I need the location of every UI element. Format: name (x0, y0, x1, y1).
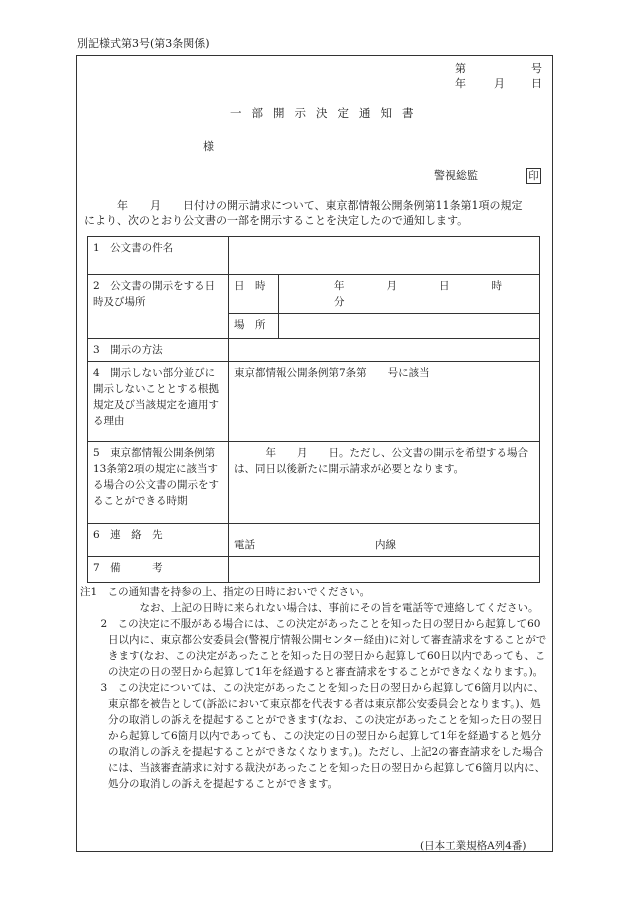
addressee-suffix: 様 (203, 140, 214, 153)
date-month: 月 (494, 77, 505, 90)
seal-glyph: 印 (526, 168, 541, 184)
date-day: 日 (531, 77, 542, 90)
datetime-label: 日 時 (229, 275, 279, 314)
place-value (279, 314, 540, 339)
extension-label: 内線 (375, 539, 396, 551)
issuer: 警視総監 (434, 169, 478, 182)
note-1: 注1 この通知書を持参の上、指定の日時においでください。 (80, 586, 371, 598)
disclosure-period-value: 年 月 日。ただし、公文書の開示を希望する場合は、同日以後新たに開示請求が必要となります。 (229, 442, 540, 524)
method-value (229, 339, 540, 362)
table-row (88, 339, 540, 362)
disclosure-period-label: 5 東京都情報公開条例第13条第2項の規定に該当する場合の公文書の開示をすることができる時期 (88, 442, 229, 524)
doc-number-go: 号 (531, 62, 542, 75)
contact-label: 6 連 絡 先 (88, 524, 229, 557)
intro-line-2: により、次のとおり公文書の一部を開示することを決定したので通知します。 (84, 214, 469, 227)
table-row (88, 524, 540, 557)
subject-label: 1 公文書の件名 (88, 237, 229, 275)
subject-value (229, 237, 540, 275)
document-title: 一部開示決定通知書 (230, 106, 424, 120)
place-label: 場 所 (229, 314, 279, 339)
table-row (88, 237, 540, 275)
datetime-place-label: 2 公文書の開示をする日時及び場所 (88, 275, 229, 339)
notes-section (80, 584, 550, 792)
method-label: 3 開示の方法 (88, 339, 229, 362)
table-row (88, 362, 540, 442)
date-year: 年 (455, 77, 466, 90)
note-1-sub: なお、上記の日時に来られない場合は、事前にその旨を電話等で連絡してください。 (108, 602, 539, 614)
table-row (88, 557, 540, 583)
table-row (88, 275, 540, 314)
withheld-value: 東京都情報公開条例第7条第 号に該当 (229, 362, 540, 442)
withheld-label: 4 開示しない部分並びに開示しないこととする根拠規定及び当該規定を適用する理由 (88, 362, 229, 442)
standard-size-note: (日本工業規格A列4番) (420, 840, 527, 852)
note-3: 3 この決定については、この決定があったことを知った日の翌日から起算して6箇月以内に、東京都を被告として(訴訟において東京都を代表する者は東京都公安委員会となります。)、処分の取消しの訴えを提起することができます(なお、この決定があったことを知った日の翌日から起算して6箇月以内であっても、この決定の日の翌日から起算して1年を経過すると処分の取消しの訴えを提起することができなくなります。)。ただし、上記2の審査請求をした場合には、当該審査請求に対する裁決があったことを知った日の翌日から起算して6箇月以内に、処分の取消しの訴えを提起することができます。 (90, 682, 546, 790)
intro-line-1: 年 月 日付けの開示請求について、東京都情報公開条例第11条第1項の規定 (117, 199, 523, 212)
seal-mark (526, 168, 541, 184)
form-number: 別記様式第3号(第3条関係) (77, 37, 210, 50)
table-row (88, 442, 540, 524)
contact-value (229, 524, 540, 557)
datetime-value: 年 月 日 時 分 (279, 275, 540, 314)
remarks-value (229, 557, 540, 583)
remarks-label: 7 備 考 (88, 557, 229, 583)
decision-table (87, 236, 544, 583)
note-2: 2 この決定に不服がある場合には、この決定があったことを知った日の翌日から起算して60日以内に、東京都公安委員会(警視庁情報公開センター経由)に対して審査請求をすることができます(なお、この決定があったことを知った日の翌日から起算して60日以内であっても、この決定の日の翌日から起算して1年を経過すると審査請求をすることができなくなります。)。 (90, 618, 547, 678)
doc-number-dai: 第 (455, 62, 466, 75)
phone-label: 電話 (234, 539, 255, 551)
